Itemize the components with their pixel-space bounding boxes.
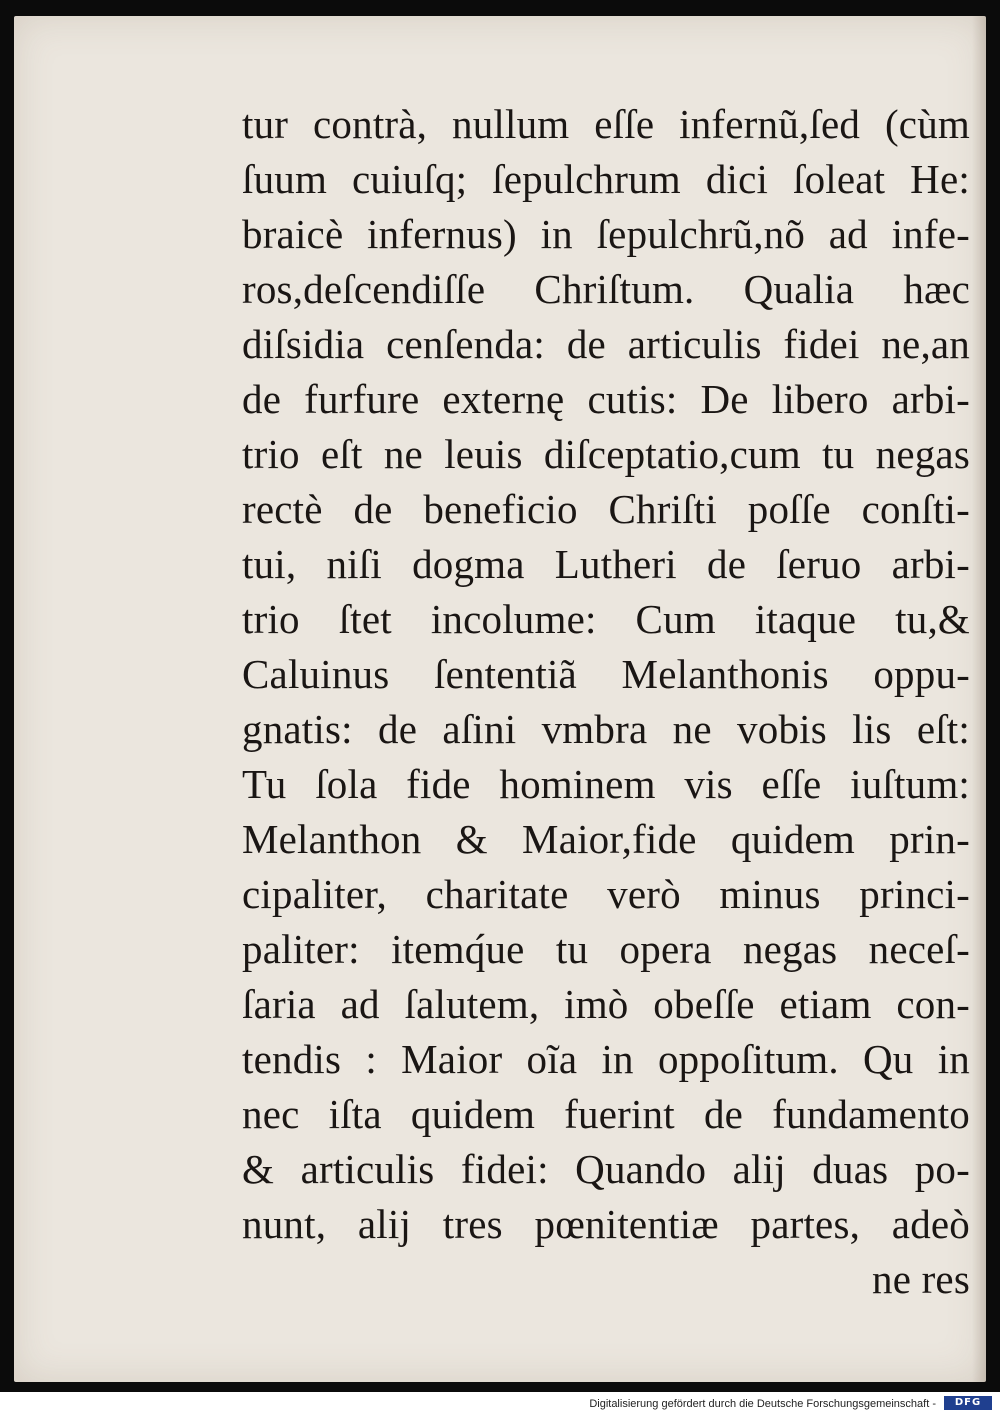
text-line: ros,deſcendiſſe Chriſtum. Qualia hæc bbox=[242, 266, 970, 312]
text-line: Melanthon & Maior,fide quidem prin- bbox=[242, 816, 970, 862]
text-line: nunt, alij tres pœnitentiæ partes, adeò bbox=[242, 1201, 970, 1247]
text-line: nec iſta quidem fuerint de fundamento bbox=[242, 1091, 970, 1137]
text-line: Tu ſola fide hominem vis eſſe iuſtum: bbox=[242, 761, 970, 807]
dfg-logo: DFG bbox=[944, 1396, 992, 1410]
text-line: diſsidia cenſenda: de articulis fidei ne,an bbox=[242, 321, 970, 367]
text-line: & articulis fidei: Quando alij duas po- bbox=[242, 1146, 970, 1192]
page-text-block bbox=[242, 96, 978, 1316]
text-line: tendis : Maior oĩa in oppoſitum. Qu in bbox=[242, 1036, 970, 1082]
text-line: de furfure externę cutis: De libero arbi- bbox=[242, 376, 970, 422]
text-line: gnatis: de aſini vmbra ne vobis lis eſt: bbox=[242, 706, 970, 752]
text-line: ſuum cuiuſq; ſepulchrum dici ſoleat He: bbox=[242, 156, 970, 202]
footer-credit: Digitalisierung gefördert durch die Deutsche Forschungsgemeinschaft - bbox=[589, 1398, 936, 1410]
text-line: ſaria ad ſalutem, imò obeſſe etiam con- bbox=[242, 981, 970, 1027]
catchword: ne res bbox=[872, 1256, 970, 1302]
text-line: trio eſt ne leuis diſceptatio,cum tu negas bbox=[242, 431, 970, 477]
book-page bbox=[14, 16, 986, 1382]
text-line: Caluinus ſententiã Melanthonis oppu- bbox=[242, 651, 970, 697]
text-line: trio ſtet incolume: Cum itaque tu,& bbox=[242, 596, 970, 642]
footer-bar bbox=[0, 1392, 1000, 1416]
text-line: tur contrà, nullum eſſe infernũ,ſed (cùm bbox=[242, 101, 970, 147]
text-line: braicè infernus) in ſepulchrũ,nõ ad infe- bbox=[242, 211, 970, 257]
text-line: paliter: itemq́ue tu opera negas neceſ- bbox=[242, 926, 970, 972]
text-line: tui, niſi dogma Lutheri de ſeruo arbi- bbox=[242, 541, 970, 587]
text-line: rectè de beneficio Chriſti poſſe conſti- bbox=[242, 486, 970, 532]
text-line: cipaliter, charitate verò minus princi- bbox=[242, 871, 970, 917]
